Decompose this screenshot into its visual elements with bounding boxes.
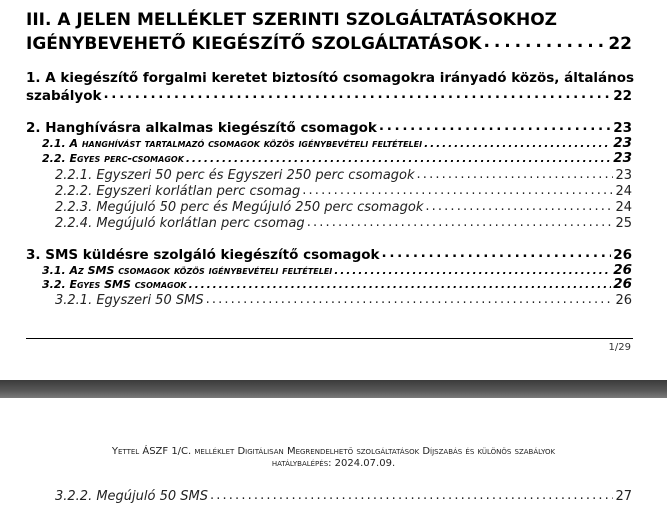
toc-entry-label: 2.2.1. Egyszeri 50 perc és Egyszeri 250 perc csomagok xyxy=(55,168,415,183)
toc-item-2-2-2[interactable] xyxy=(55,182,632,199)
toc-section3-2-entry[interactable] xyxy=(42,276,632,292)
leader-dots xyxy=(425,200,613,213)
toc-item-2-2-4[interactable] xyxy=(55,214,632,231)
toc-entry-label: 2.2.3. Megújuló 50 perc és Megújuló 250 perc csomagok xyxy=(55,200,424,215)
toc-section2-entry[interactable] xyxy=(26,118,632,136)
toc-section2-2-entry[interactable] xyxy=(42,150,632,166)
page-number: 23 xyxy=(613,135,632,151)
leader-dots xyxy=(189,279,612,290)
page-number: 25 xyxy=(615,216,632,231)
toc-entry-label: 3.2. Egyes SMS csomagok xyxy=(42,278,187,291)
toc-entry-label: 2.2.4. Megújuló korlátlan perc csomag xyxy=(55,216,305,231)
page-number: 23 xyxy=(613,150,632,166)
toc-entry-label: 2.2. Egyes perc-csomagok xyxy=(42,152,184,165)
page-number: 22 xyxy=(608,34,632,54)
page-number: 23 xyxy=(615,168,632,183)
toc-item-3-2-1[interactable] xyxy=(55,291,632,308)
leader-dots xyxy=(302,184,613,197)
toc-entry-label: 2.2.2. Egyszeri korlátlan perc csomag xyxy=(55,184,301,199)
leader-dots xyxy=(186,153,611,164)
page-number: 27 xyxy=(615,489,632,504)
leader-dots xyxy=(206,293,614,306)
toc-entry-label: 3.2.2. Megújuló 50 SMS xyxy=(55,489,208,504)
page-number: 22 xyxy=(613,87,632,104)
page-number: 26 xyxy=(613,246,632,263)
leader-dots xyxy=(484,34,607,51)
toc-heading-line1: III. A JELEN MELLÉKLET SZERINTI SZOLGÁLTATÁSOKHOZ xyxy=(26,10,557,30)
leader-dots xyxy=(334,265,611,276)
leader-dots xyxy=(424,138,611,149)
toc-section2-1-entry[interactable] xyxy=(42,135,632,151)
toc-entry-label: 2.1. A hanghívást tartalmazó csomagok közös igénybevételi feltételei xyxy=(42,137,423,150)
leader-dots xyxy=(382,247,612,261)
page-number-footer: 1/29 xyxy=(608,342,631,353)
page-number: 26 xyxy=(613,276,632,292)
toc-section3-entry[interactable] xyxy=(26,245,632,263)
footer-rule xyxy=(26,338,633,339)
toc-section2-title: 2. Hanghívásra alkalmas kiegészítő csomagok xyxy=(26,119,377,136)
running-header-line2: hatálybalépés: 2024.07.09. xyxy=(271,458,396,469)
leader-dots xyxy=(307,216,614,229)
toc-entry-label: 3.1. Az SMS csomagok közös igénybevételi feltételei xyxy=(42,264,333,277)
toc-item-3-2-2[interactable] xyxy=(55,487,632,504)
page-number: 26 xyxy=(613,262,632,278)
page-gap xyxy=(0,380,667,398)
leader-dots xyxy=(103,88,611,102)
toc-section1-line2: szabályok xyxy=(26,87,102,104)
leader-dots xyxy=(379,120,611,134)
toc-heading-line2: IGÉNYBEVEHETŐ KIEGÉSZÍTŐ SZOLGÁLTATÁSOK xyxy=(26,34,482,54)
toc-item-2-2-1[interactable] xyxy=(55,166,632,183)
toc-heading-entry[interactable] xyxy=(26,32,632,54)
page-number: 26 xyxy=(615,293,632,308)
page-number: 23 xyxy=(613,119,632,136)
leader-dots xyxy=(210,489,613,502)
document-page-2 xyxy=(0,398,667,512)
running-header-line1: Yettel ÁSZF 1/C. melléklet Digitálisan Megrendelhető szolgáltatások Díjszabás és különös szabályok xyxy=(111,446,556,457)
page-number: 24 xyxy=(615,200,632,215)
toc-section3-title: 3. SMS küldésre szolgáló kiegészítő csomagok xyxy=(26,246,380,263)
page-number: 24 xyxy=(615,184,632,199)
leader-dots xyxy=(417,168,614,181)
toc-section1-line1: 1. A kiegészítő forgalmi keretet biztosító csomagokra irányadó közös, általános xyxy=(26,70,635,86)
toc-entry-label: 3.2.1. Egyszeri 50 SMS xyxy=(55,293,204,308)
toc-item-2-2-3[interactable] xyxy=(55,198,632,215)
toc-section1-entry[interactable] xyxy=(26,86,632,104)
